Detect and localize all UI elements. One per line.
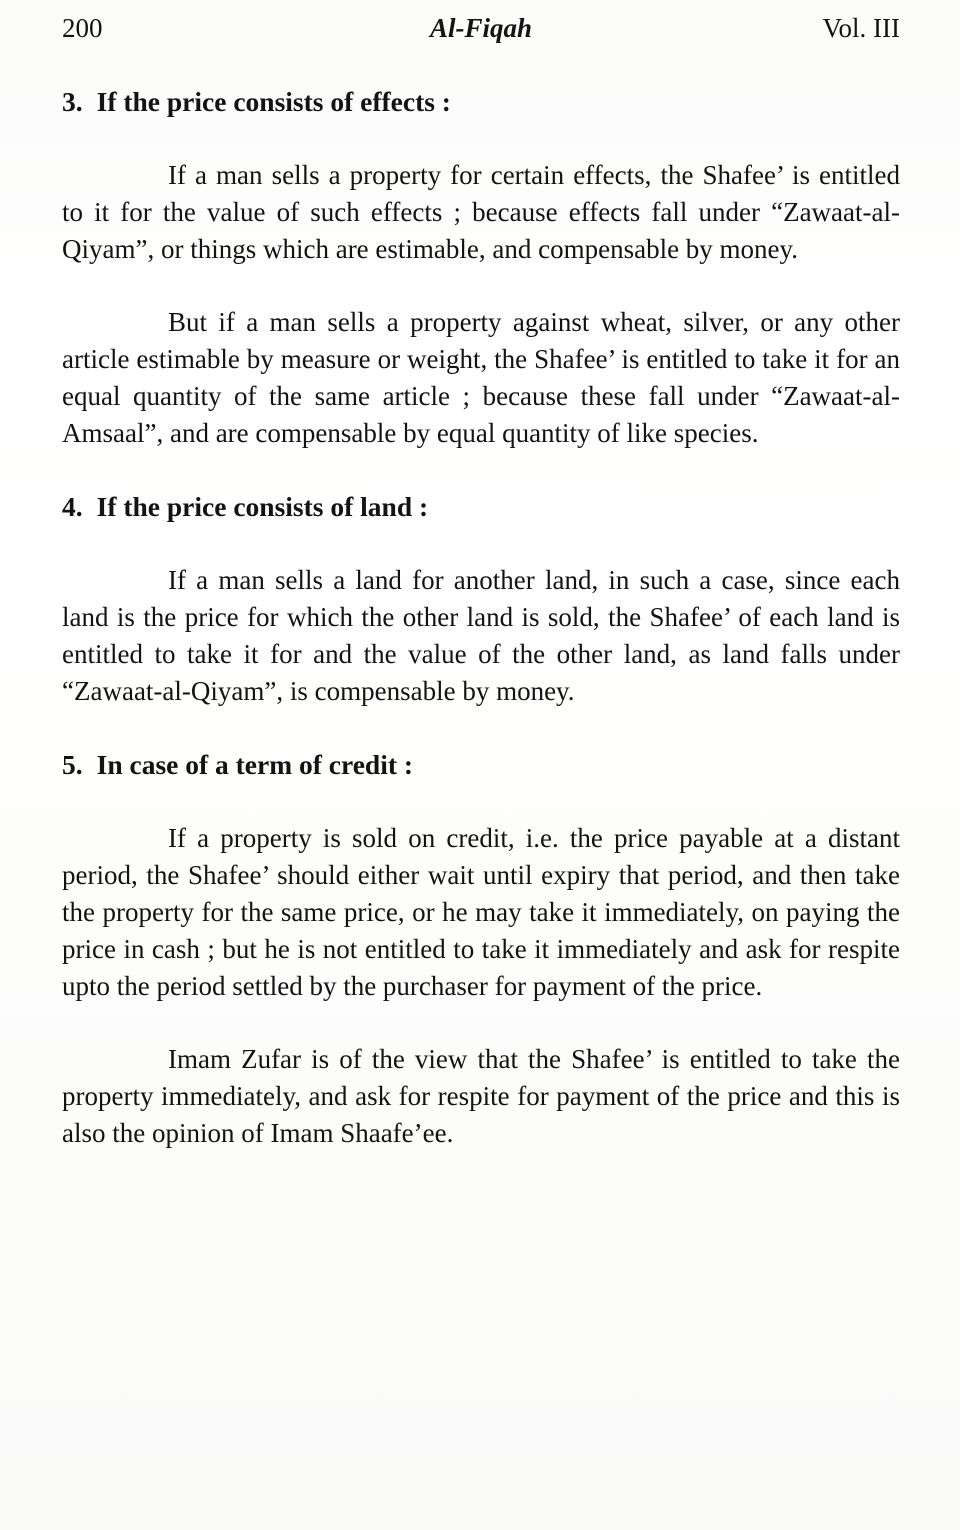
book-title: Al-Fiqah [429, 13, 533, 43]
page-number: 200 [62, 13, 103, 43]
paragraph-land-1: If a man sells a land for another land, in such a case, since each land is the price for which the other land is sold, the Shafee’ of each land is entitled to take it for and the value of the other land, as land falls under “Zawaat-al-Qiyam”, is compensable by money. [62, 565, 900, 706]
section-title: If the price consists of effects : [96, 86, 451, 117]
section-title: If the price consists of land : [96, 491, 429, 522]
paragraph-credit-1: If a property is sold on credit, i.e. the price payable at a distant period, the Shafee’ should either wait until expiry that period, and then take the property for the same price, or he may take it immediately, on paying the price in cash ; but he is not entitled to take it immediately and ask for respite upto the period settled by the purchaser for payment of the price. [62, 823, 900, 1001]
paragraph-credit-2: Imam Zufar is of the view that the Shafee’ is entitled to take the property immediately, and ask for respite for payment of the price and this is also the opinion of Imam Shaafe’ee. [62, 1044, 900, 1148]
paragraph-effects-2: But if a man sells a property against wheat, silver, or any other article estimable by measure or weight, the Shafee’ is entitled to take it for an equal quantity of the same article ; because these fall under “Zawaat-al-Amsaal”, and are compensable by equal quantity of like species. [62, 307, 900, 448]
page-header [62, 9, 900, 47]
section-title: In case of a term of credit : [96, 749, 414, 780]
section-heading-land [62, 488, 900, 526]
section-heading-credit [62, 746, 900, 784]
volume-label: Vol. III [822, 13, 900, 43]
section-heading-effects [62, 83, 900, 121]
section-number: 3. [62, 86, 83, 117]
section-number: 4. [62, 491, 83, 522]
section-number: 5. [62, 749, 83, 780]
paragraph-effects-1: If a man sells a property for certain effects, the Shafee’ is entitled to it for the value of such effects ; because effects fall under “Zawaat-al-Qiyam”, or things which are estimable, and compensable by money. [62, 160, 900, 264]
